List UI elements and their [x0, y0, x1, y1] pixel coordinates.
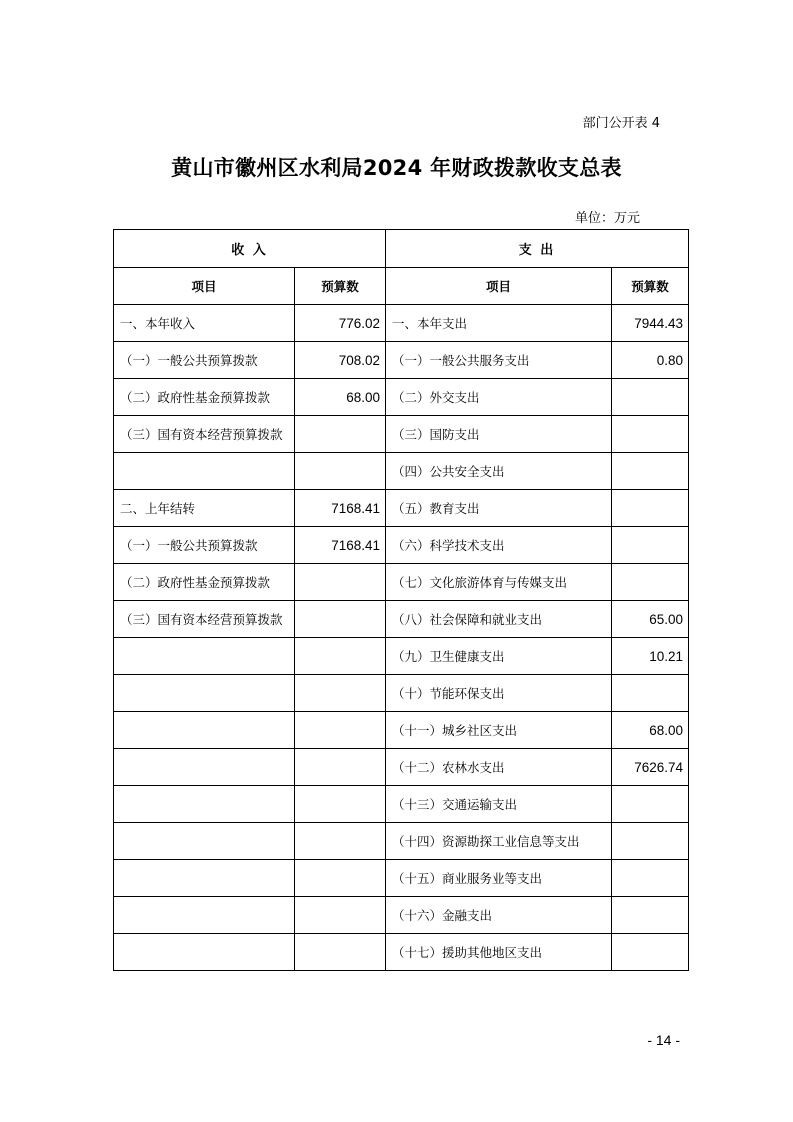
- income-amount-cell: [295, 601, 386, 638]
- unit-label: 单位：万元: [574, 211, 640, 226]
- income-item-cell: [114, 934, 295, 971]
- income-amount-cell: 68.00: [295, 379, 386, 416]
- income-item-cell: [114, 675, 295, 712]
- expense-item-cell: （十六）金融支出: [386, 897, 612, 934]
- expense-item-cell: （十一）城乡社区支出: [386, 712, 612, 749]
- income-item-cell: [114, 749, 295, 786]
- expense-amount-cell: [612, 564, 689, 601]
- income-item-cell: （二）政府性基金预算拨款: [114, 379, 295, 416]
- income-amount-cell: 7168.41: [295, 490, 386, 527]
- form-code-label: 部门公开表 4: [582, 116, 660, 131]
- table-row: [114, 342, 689, 379]
- table-row: [114, 749, 689, 786]
- income-amount-cell: [295, 897, 386, 934]
- table-row: [114, 490, 689, 527]
- expense-section-header: 支 出: [386, 230, 689, 268]
- income-item-cell: [114, 897, 295, 934]
- table-row: [114, 712, 689, 749]
- income-amount-cell: [295, 749, 386, 786]
- income-amount-cell: 7168.41: [295, 527, 386, 564]
- expense-item-cell: （四）公共安全支出: [386, 453, 612, 490]
- table-row: [114, 564, 689, 601]
- income-amount-cell: [295, 712, 386, 749]
- expense-item-cell: （十三）交通运输支出: [386, 786, 612, 823]
- expense-amount-header: 预算数: [612, 268, 689, 305]
- section-header-row: [114, 230, 689, 268]
- expense-amount-cell: [612, 823, 689, 860]
- expense-item-cell: （三）国防支出: [386, 416, 612, 453]
- income-item-cell: [114, 786, 295, 823]
- table-row: [114, 675, 689, 712]
- income-amount-cell: 776.02: [295, 305, 386, 342]
- income-item-cell: （三）国有资本经营预算拨款: [114, 416, 295, 453]
- expense-amount-cell: [612, 860, 689, 897]
- table-row: [114, 305, 689, 342]
- expense-amount-cell: [612, 453, 689, 490]
- expense-item-cell: （五）教育支出: [386, 490, 612, 527]
- income-item-cell: （三）国有资本经营预算拨款: [114, 601, 295, 638]
- income-item-cell: [114, 712, 295, 749]
- income-item-cell: （一）一般公共预算拨款: [114, 342, 295, 379]
- table-row: [114, 416, 689, 453]
- table-row: [114, 453, 689, 490]
- table-row: [114, 934, 689, 971]
- expense-item-cell: （七）文化旅游体育与传媒支出: [386, 564, 612, 601]
- expense-amount-cell: 7626.74: [612, 749, 689, 786]
- expense-amount-cell: 68.00: [612, 712, 689, 749]
- expense-amount-cell: 10.21: [612, 638, 689, 675]
- expense-item-cell: （八）社会保障和就业支出: [386, 601, 612, 638]
- expense-item-cell: （九）卫生健康支出: [386, 638, 612, 675]
- expense-item-cell: （十）节能环保支出: [386, 675, 612, 712]
- income-item-cell: 一、本年收入: [114, 305, 295, 342]
- income-amount-cell: [295, 675, 386, 712]
- expense-item-cell: （十五）商业服务业等支出: [386, 860, 612, 897]
- income-item-cell: [114, 638, 295, 675]
- expense-item-cell: （六）科学技术支出: [386, 527, 612, 564]
- expense-item-cell: 一、本年支出: [386, 305, 612, 342]
- expense-amount-cell: [612, 379, 689, 416]
- expense-amount-cell: [612, 416, 689, 453]
- table-row: [114, 786, 689, 823]
- income-amount-cell: 708.02: [295, 342, 386, 379]
- income-item-cell: [114, 823, 295, 860]
- page-title: 黄山市徽州区水利局2024 年财政拨款收支总表: [171, 156, 622, 180]
- expense-amount-cell: 65.00: [612, 601, 689, 638]
- table-row: [114, 823, 689, 860]
- expense-item-cell: （一）一般公共服务支出: [386, 342, 612, 379]
- income-item-cell: （一）一般公共预算拨款: [114, 527, 295, 564]
- expense-item-header: 项目: [386, 268, 612, 305]
- income-amount-cell: [295, 638, 386, 675]
- table-row: [114, 860, 689, 897]
- table-row: [114, 638, 689, 675]
- income-amount-cell: [295, 416, 386, 453]
- income-item-cell: [114, 453, 295, 490]
- expense-amount-cell: [612, 934, 689, 971]
- expense-amount-cell: 7944.43: [612, 305, 689, 342]
- income-item-cell: 二、上年结转: [114, 490, 295, 527]
- expense-item-cell: （十四）资源勘探工业信息等支出: [386, 823, 612, 860]
- budget-summary-table: [113, 229, 689, 971]
- income-amount-cell: [295, 860, 386, 897]
- expense-item-cell: （十七）援助其他地区支出: [386, 934, 612, 971]
- table-row: [114, 897, 689, 934]
- income-item-cell: （二）政府性基金预算拨款: [114, 564, 295, 601]
- income-section-header: 收 入: [114, 230, 386, 268]
- income-amount-cell: [295, 934, 386, 971]
- expense-amount-cell: [612, 490, 689, 527]
- table-row: [114, 379, 689, 416]
- expense-item-cell: （十二）农林水支出: [386, 749, 612, 786]
- expense-amount-cell: [612, 897, 689, 934]
- page-number: - 14 -: [647, 1032, 680, 1048]
- expense-item-cell: （二）外交支出: [386, 379, 612, 416]
- table-row: [114, 527, 689, 564]
- income-item-header: 项目: [114, 268, 295, 305]
- expense-amount-cell: 0.80: [612, 342, 689, 379]
- income-amount-cell: [295, 786, 386, 823]
- expense-amount-cell: [612, 786, 689, 823]
- expense-amount-cell: [612, 675, 689, 712]
- column-header-row: [114, 268, 689, 305]
- table-row: [114, 601, 689, 638]
- income-amount-cell: [295, 453, 386, 490]
- income-amount-header: 预算数: [295, 268, 386, 305]
- expense-amount-cell: [612, 527, 689, 564]
- income-amount-cell: [295, 823, 386, 860]
- income-item-cell: [114, 860, 295, 897]
- income-amount-cell: [295, 564, 386, 601]
